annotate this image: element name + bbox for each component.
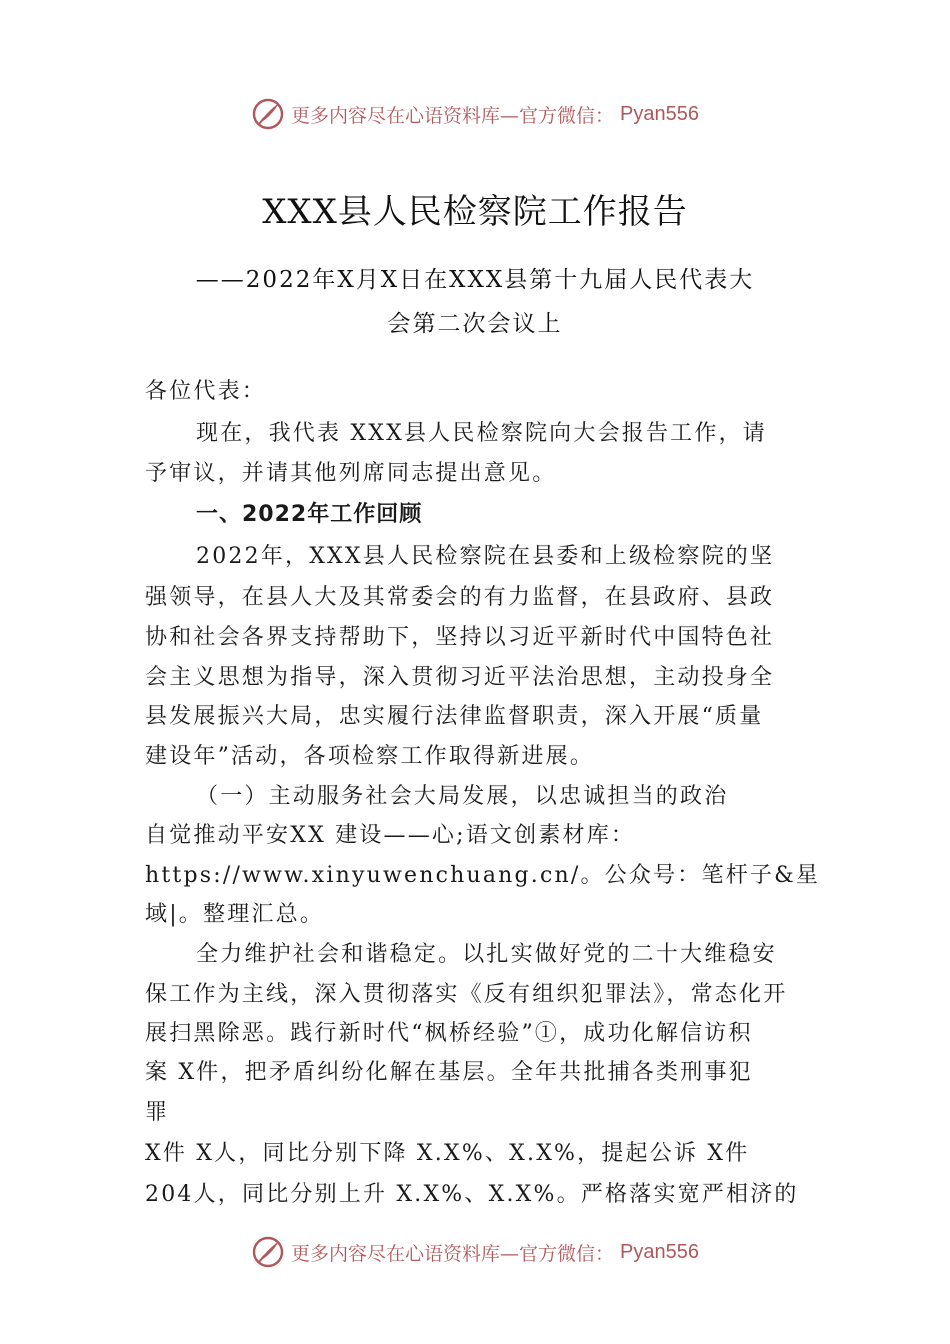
- paragraph-line: 域|。整理汇总。: [145, 902, 325, 927]
- paragraph-line: 县发展振兴大局，忠实履行法律监督职责，深入开展“质量: [145, 704, 764, 729]
- subtitle-line-1: ——2022年X月X日在XXX县第十九届人民代表大: [195, 267, 755, 293]
- feather-pen-logo-icon: [251, 1235, 285, 1269]
- watermark-footer: [0, 1232, 950, 1272]
- paragraph-line: 强领导，在县人大及其常委会的有力监督，在县政府、县政: [145, 585, 775, 610]
- paragraph-line: 予审议，并请其他列席同志提出意见。: [145, 461, 557, 486]
- document-title: XXX县人民检察院工作报告: [262, 192, 688, 232]
- paragraph-line: 现在，我代表 XXX县人民检察院向大会报告工作，请: [196, 421, 767, 446]
- document-subtitle: [145, 258, 805, 346]
- paragraph-line: 协和社会各界支持帮助下，坚持以习近平新时代中国特色社: [145, 625, 775, 650]
- source-url-line: https://www.xinyuwenchuang.cn/。公众号：笔杆子&星: [145, 863, 821, 888]
- subsection-heading: （一）主动服务社会大局发展，以忠诚担当的政治: [196, 784, 729, 809]
- paragraph-line: X件 X人，同比分别下降 X.X%、X.X%，提起公诉 X件: [145, 1141, 750, 1166]
- paragraph-line: 2022年，XXX县人民检察院在县委和上级检察院的坚: [196, 544, 775, 569]
- paragraph-line: 保工作为主线，深入贯彻落实《反有组织犯罪法》，常态化开: [145, 982, 788, 1007]
- paragraph-line: 展扫黑除恶。践行新时代“枫桥经验”①，成功化解信访积: [145, 1021, 753, 1046]
- feather-pen-logo-icon: [251, 97, 285, 131]
- paragraph-line: 204人，同比分别上升 X.X%、X.X%。严格落实宽严相济的: [145, 1182, 799, 1207]
- paragraph-line: 会主义思想为指导，深入贯彻习近平法治思想，主动投身全: [145, 665, 775, 690]
- subtitle-line-2: 会第二次会议上: [387, 311, 563, 337]
- paragraph-line: 全力维护社会和谐稳定。以扎实做好党的二十大维稳安: [196, 942, 777, 967]
- salutation: 各位代表：: [145, 379, 267, 404]
- watermark-wechat-id: Pyan556: [620, 102, 699, 125]
- paragraph-line: 罪: [145, 1100, 170, 1125]
- watermark-header: [0, 94, 950, 134]
- paragraph-line: 案 X件，把矛盾纠纷化解在基层。全年共批捕各类刑事犯: [145, 1060, 753, 1085]
- section-heading: 一、2022年工作回顾: [196, 502, 423, 527]
- watermark-text: 更多内容尽在心语资料库—官方微信：: [291, 104, 615, 127]
- watermark-text: 更多内容尽在心语资料库—官方微信：: [291, 1242, 615, 1265]
- watermark-wechat-id: Pyan556: [620, 1240, 699, 1263]
- paragraph-line: 建设年”活动，各项检察工作取得新进展。: [145, 744, 595, 769]
- paragraph-line: 自觉推动平安XX 建设——心;语文创素材库：: [145, 823, 636, 848]
